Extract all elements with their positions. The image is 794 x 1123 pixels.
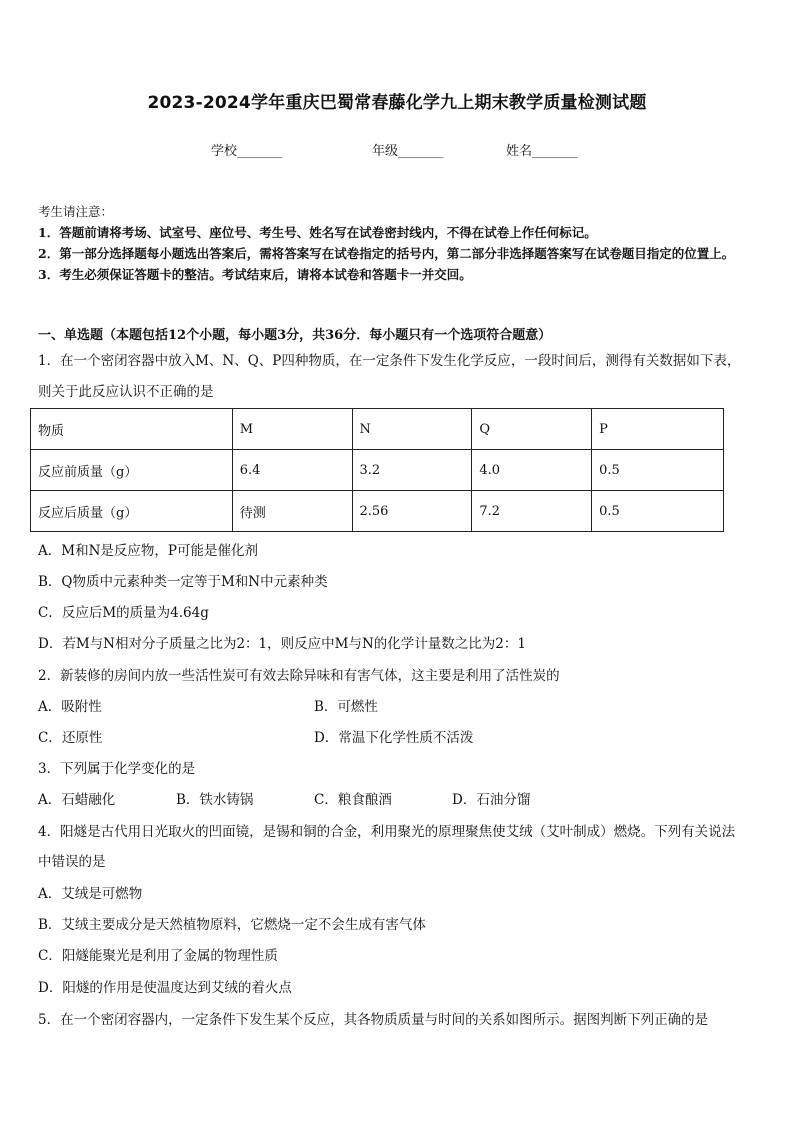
table-cell: 物质: [31, 409, 233, 450]
q4-option-d: D．阳燧的作用是使温度达到艾绒的着火点: [38, 980, 292, 996]
table-cell: 2.56: [352, 491, 472, 532]
table-cell: 0.5: [592, 491, 724, 532]
table-cell: 反应前质量（g）: [31, 450, 233, 491]
table-cell: Q: [472, 409, 592, 450]
q4-option-b: B．艾绒主要成分是天然植物原料，它燃烧一定不会生成有害气体: [38, 917, 426, 933]
q1-option-d: D．若M与N相对分子质量之比为2：1，则反应中M与N的化学计量数之比为2：1: [38, 636, 526, 652]
q4-stem-line1: 4．阳燧是古代用日光取火的凹面镜，是锡和铜的合金，利用聚光的原理聚焦使艾绒（艾叶制成）燃烧。下列有关说法: [38, 824, 736, 840]
q3-stem: 3．下列属于化学变化的是: [38, 761, 196, 777]
table-cell: 6.4: [232, 450, 352, 491]
q1-option-c: C．反应后M的质量为4.64g: [38, 605, 209, 621]
q3-option-b: B．铁水铸锅: [176, 792, 254, 808]
notice-block: [38, 201, 760, 285]
q1-stem-line1: 1．在一个密闭容器中放入M、N、Q、P四种物质，在一定条件下发生化学反应，一段时间后，测得有关数据如下表，: [38, 353, 741, 369]
q1-stem-line2: 则关于此反应认识不正确的是: [38, 384, 214, 400]
table-cell: 0.5: [592, 450, 724, 491]
q3-option-a: A．石蜡融化: [38, 792, 116, 808]
q4-stem-line2: 中错误的是: [38, 854, 106, 870]
q2-option-a: A．吸附性: [38, 699, 102, 715]
q3-option-d: D．石油分馏: [452, 792, 531, 808]
q2-option-d: D．常温下化学性质不活泼: [314, 730, 474, 746]
q1-data-table: [30, 408, 724, 532]
table-cell: N: [352, 409, 472, 450]
notice-item-3: 3．考生必须保证答题卡的整洁。考试结束后，请将本试卷和答题卡一并交回。: [38, 267, 472, 282]
q5-stem: 5．在一个密闭容器内，一定条件下发生某个反应，其各物质质量与时间的关系如图所示。据图判断下列正确的是: [38, 1012, 709, 1028]
q1-option-b: B．Q物质中元素种类一定等于M和N中元素种类: [38, 574, 328, 590]
name-field[interactable]: 姓名_______: [506, 144, 578, 159]
q2-option-b: B．可燃性: [314, 699, 378, 715]
q2-option-c: C．还原性: [38, 730, 103, 746]
table-cell: 7.2: [472, 491, 592, 532]
q4-option-a: A．艾绒是可燃物: [38, 886, 143, 902]
notice-item-2: 2．第一部分选择题每小题选出答案后，需将答案写在试卷指定的括号内，第二部分非选择题答案写在试卷题目指定的位置上。: [38, 246, 735, 261]
exam-title: 2023-2024学年重庆巴蜀常春藤化学九上期末教学质量检测试题: [147, 93, 647, 113]
q4-option-c: C．阳燧能聚光是利用了金属的物理性质: [38, 948, 278, 964]
table-cell: 3.2: [352, 450, 472, 491]
table-header-row: [31, 409, 724, 450]
school-field[interactable]: 学校_______: [211, 144, 283, 159]
notice-heading: 考生请注意：: [38, 204, 114, 219]
table-cell: 4.0: [472, 450, 592, 491]
q1-option-a: A．M和N是反应物，P可能是催化剂: [38, 543, 258, 559]
table-cell: 待测: [232, 491, 352, 532]
table-cell: 反应后质量（g）: [31, 491, 233, 532]
table-row: [31, 491, 724, 532]
table-cell: P: [592, 409, 724, 450]
table-row: [31, 450, 724, 491]
q2-stem: 2．新装修的房间内放一些活性炭可有效去除异味和有害气体，这主要是利用了活性炭的: [38, 668, 560, 684]
q3-option-c: C．粮食酿酒: [314, 792, 392, 808]
section-heading: 一、单选题（本题包括12个小题，每小题3分，共36分．每小题只有一个选项符合题意）: [38, 328, 552, 343]
table-cell: M: [232, 409, 352, 450]
notice-item-1: 1．答题前请将考场、试室号、座位号、考生号、姓名写在试卷密封线内，不得在试卷上作任何标记。: [38, 225, 597, 240]
grade-field[interactable]: 年级_______: [372, 144, 444, 159]
